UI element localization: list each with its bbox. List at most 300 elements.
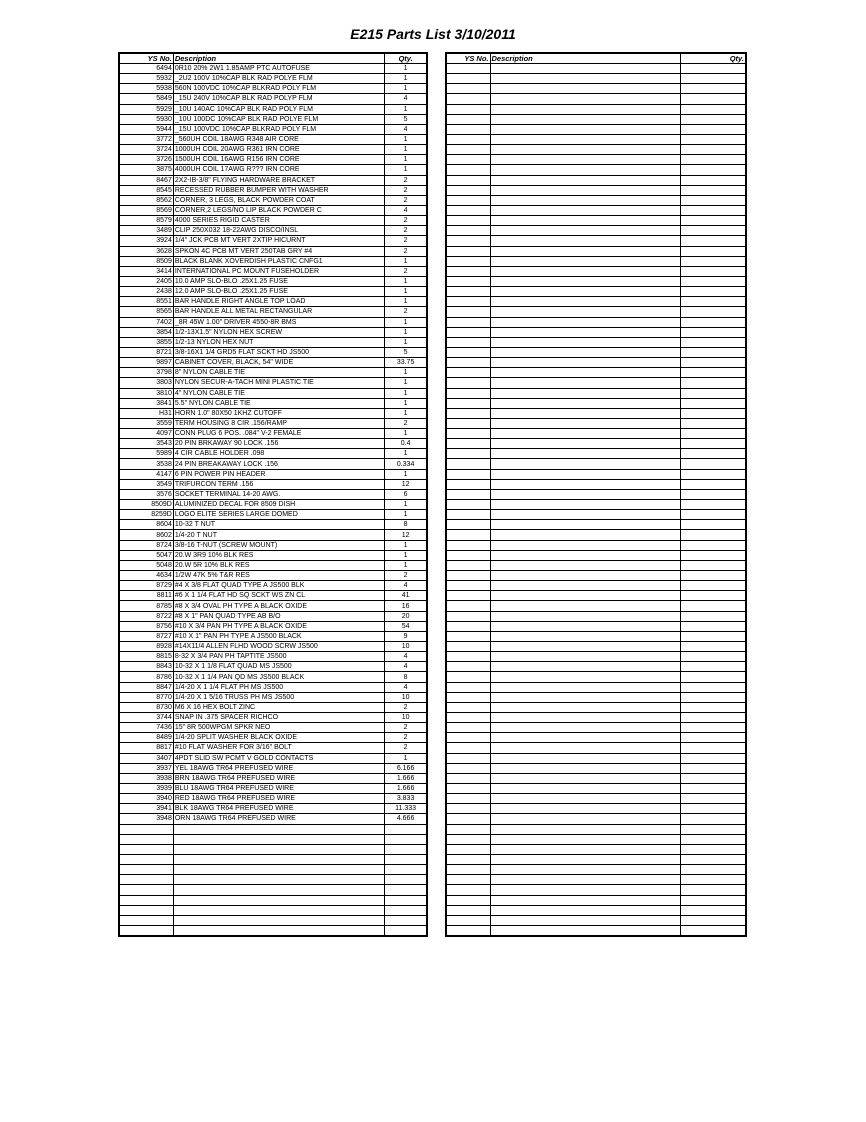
empty-table-row <box>446 155 746 165</box>
qty-cell <box>680 925 746 936</box>
ys-no-cell: 8565 <box>119 307 173 317</box>
ys-no-cell <box>446 104 490 114</box>
table-row <box>119 794 427 804</box>
ys-no-cell <box>446 713 490 723</box>
ys-no-cell: 3407 <box>119 753 173 763</box>
description-cell: BLU 18AWG TR64 PREFUSED WIRE <box>173 783 384 793</box>
qty-cell: 8 <box>385 672 427 682</box>
empty-table-row <box>446 773 746 783</box>
ys-no-cell <box>446 124 490 134</box>
table-row <box>119 489 427 499</box>
ys-no-cell <box>446 682 490 692</box>
description-cell <box>490 429 680 439</box>
description-cell <box>490 895 680 905</box>
ys-no-cell <box>446 905 490 915</box>
description-cell: LOGO ELITE SERIES LARGE DOMED <box>173 510 384 520</box>
qty-cell: 1 <box>385 145 427 155</box>
empty-table-row <box>446 885 746 895</box>
qty-cell: 3.833 <box>385 794 427 804</box>
description-cell <box>490 763 680 773</box>
empty-table-row <box>119 885 427 895</box>
qty-cell <box>680 307 746 317</box>
qty-cell: 1 <box>385 398 427 408</box>
table-row <box>119 469 427 479</box>
ys-no-cell <box>446 155 490 165</box>
description-cell <box>490 439 680 449</box>
qty-cell <box>680 885 746 895</box>
description-cell <box>490 773 680 783</box>
qty-cell <box>680 713 746 723</box>
description-cell: _15U 100VDC 10%CAP BLKRAD POLY FLM <box>173 124 384 134</box>
description-cell: ALUMINIZED DECAL FOR 8509 DISH <box>173 500 384 510</box>
ys-no-cell <box>446 418 490 428</box>
ys-no-cell: 3939 <box>119 783 173 793</box>
qty-cell <box>680 621 746 631</box>
qty-cell: 12 <box>385 530 427 540</box>
table-row <box>119 530 427 540</box>
description-cell: 6 PIN POWER PIN HEADER <box>173 469 384 479</box>
empty-table-row <box>446 824 746 834</box>
description-cell: #8 X 3/4 OVAL PH TYPE A BLACK OXIDE <box>173 601 384 611</box>
description-cell: #8 X 1" PAN QUAD TYPE AB B/O <box>173 611 384 621</box>
empty-table-row <box>119 854 427 864</box>
table-header-row <box>446 53 746 64</box>
empty-table-row <box>446 449 746 459</box>
description-cell: 10.0 AMP SLO-BLO .25X1.25 FUSE <box>173 276 384 286</box>
empty-table-row <box>119 865 427 875</box>
description-cell <box>490 155 680 165</box>
ys-no-cell <box>119 905 173 915</box>
description-cell <box>490 134 680 144</box>
qty-cell <box>680 763 746 773</box>
empty-table-row <box>446 540 746 550</box>
ys-no-cell <box>446 347 490 357</box>
empty-table-row <box>446 611 746 621</box>
ys-no-cell <box>119 854 173 864</box>
qty-cell <box>680 134 746 144</box>
qty-cell <box>680 276 746 286</box>
qty-cell: 0.334 <box>385 459 427 469</box>
table-row <box>119 155 427 165</box>
qty-cell <box>680 489 746 499</box>
description-cell: 1/4-20 X 1 5/16 TRUSS PH MS JS500 <box>173 692 384 702</box>
qty-cell <box>680 652 746 662</box>
qty-cell <box>385 875 427 885</box>
ys-no-cell <box>446 287 490 297</box>
ys-no-cell: 8817 <box>119 743 173 753</box>
ys-no-cell <box>446 327 490 337</box>
description-cell <box>490 398 680 408</box>
empty-table-row <box>446 327 746 337</box>
ys-no-cell: 3938 <box>119 773 173 783</box>
table-row <box>119 287 427 297</box>
qty-cell: 2 <box>385 175 427 185</box>
ys-no-cell <box>446 571 490 581</box>
description-cell: #4 X 3/8 FLAT QUAD TYPE A JS500 BLK <box>173 581 384 591</box>
qty-cell <box>680 591 746 601</box>
qty-cell <box>385 925 427 936</box>
description-cell <box>173 844 384 854</box>
empty-table-row <box>446 550 746 560</box>
ys-no-cell <box>446 601 490 611</box>
qty-cell: 1 <box>385 753 427 763</box>
empty-table-row <box>446 226 746 236</box>
qty-cell <box>680 64 746 74</box>
table-row <box>119 743 427 753</box>
ys-no-cell <box>446 692 490 702</box>
description-cell: RED 18AWG TR64 PREFUSED WIRE <box>173 794 384 804</box>
table-row <box>119 631 427 641</box>
ys-no-cell <box>119 915 173 925</box>
qty-cell <box>680 449 746 459</box>
ys-no-cell: 5047 <box>119 550 173 560</box>
description-cell: 1/4-20 T NUT <box>173 530 384 540</box>
description-cell <box>490 337 680 347</box>
qty-cell: 1 <box>385 540 427 550</box>
qty-cell <box>680 530 746 540</box>
description-cell: CORNER,2 LEGS/NO LIP BLACK POWDER C <box>173 205 384 215</box>
ys-no-cell <box>446 834 490 844</box>
description-cell: #6 X 1 1/4 FLAT HD SQ SCKT WS ZN CL <box>173 591 384 601</box>
empty-table-row <box>446 581 746 591</box>
qty-cell: 1 <box>385 256 427 266</box>
empty-table-row <box>446 925 746 936</box>
description-cell <box>490 540 680 550</box>
qty-cell <box>385 885 427 895</box>
ys-no-cell <box>446 662 490 672</box>
description-cell <box>490 571 680 581</box>
ys-no-cell: 3937 <box>119 763 173 773</box>
qty-cell <box>680 783 746 793</box>
ys-no-cell: 8467 <box>119 175 173 185</box>
description-cell <box>490 459 680 469</box>
description-cell <box>490 925 680 936</box>
qty-cell: 1 <box>385 429 427 439</box>
empty-table-row <box>446 652 746 662</box>
qty-cell: 4 <box>385 94 427 104</box>
description-cell <box>490 469 680 479</box>
description-cell: BRN 18AWG TR64 PREFUSED WIRE <box>173 773 384 783</box>
qty-cell <box>680 84 746 94</box>
ys-no-cell: 3414 <box>119 266 173 276</box>
ys-no-cell <box>446 469 490 479</box>
description-cell: BLK 18AWG TR64 PREFUSED WIRE <box>173 804 384 814</box>
ys-no-cell <box>446 591 490 601</box>
description-cell: 4" NYLON CABLE TIE <box>173 388 384 398</box>
description-cell <box>490 510 680 520</box>
empty-table-row <box>446 84 746 94</box>
description-cell <box>173 824 384 834</box>
table-row <box>119 449 427 459</box>
qty-cell <box>680 216 746 226</box>
qty-cell <box>385 824 427 834</box>
qty-cell: 1 <box>385 510 427 520</box>
empty-table-row <box>446 287 746 297</box>
description-cell <box>490 317 680 327</box>
table-row <box>119 429 427 439</box>
qty-cell: 4 <box>385 124 427 134</box>
qty-cell <box>680 347 746 357</box>
empty-table-row <box>446 733 746 743</box>
qty-cell: 2 <box>385 702 427 712</box>
empty-table-row <box>446 915 746 925</box>
description-cell <box>490 753 680 763</box>
qty-cell: 1 <box>385 64 427 74</box>
ys-no-cell <box>446 702 490 712</box>
ys-no-cell <box>446 895 490 905</box>
qty-cell: 4.666 <box>385 814 427 824</box>
table-row <box>119 94 427 104</box>
ys-no-cell <box>446 388 490 398</box>
description-cell <box>490 449 680 459</box>
table-row <box>119 205 427 215</box>
table-row <box>119 783 427 793</box>
description-cell <box>490 672 680 682</box>
qty-cell <box>680 246 746 256</box>
qty-cell: 10 <box>385 713 427 723</box>
qty-cell <box>680 337 746 347</box>
ys-no-cell: 3803 <box>119 378 173 388</box>
qty-cell <box>680 205 746 215</box>
ys-no-cell <box>446 205 490 215</box>
description-cell: 20 PIN BRKAWAY 90 LOCK .156 <box>173 439 384 449</box>
qty-cell <box>680 672 746 682</box>
qty-cell <box>680 500 746 510</box>
empty-table-row <box>446 205 746 215</box>
qty-cell <box>680 560 746 570</box>
qty-cell: 1 <box>385 500 427 510</box>
qty-cell <box>680 378 746 388</box>
ys-no-cell <box>446 753 490 763</box>
ys-no-cell: 5048 <box>119 560 173 570</box>
qty-cell <box>680 459 746 469</box>
ys-no-cell <box>446 550 490 560</box>
ys-no-cell: 5944 <box>119 124 173 134</box>
empty-table-row <box>446 418 746 428</box>
parts-table-right <box>445 52 747 937</box>
qty-cell <box>680 256 746 266</box>
description-cell: SOCKET TERMINAL 14-20 AWG. <box>173 489 384 499</box>
description-cell: 15" 8R 500WPGM SPKR NEO <box>173 723 384 733</box>
qty-cell: 1 <box>385 276 427 286</box>
ys-no-cell: 3489 <box>119 226 173 236</box>
table-row <box>119 388 427 398</box>
qty-cell <box>680 865 746 875</box>
qty-cell: 4 <box>385 662 427 672</box>
table-row <box>119 74 427 84</box>
table-row <box>119 368 427 378</box>
ys-no-cell <box>446 378 490 388</box>
ys-no-cell <box>446 317 490 327</box>
ys-no-cell <box>446 520 490 530</box>
ys-no-cell: 8843 <box>119 662 173 672</box>
description-cell: 24 PIN BREAKAWAY LOCK .156 <box>173 459 384 469</box>
qty-cell: 1 <box>385 165 427 175</box>
qty-cell <box>680 368 746 378</box>
ys-no-cell <box>446 510 490 520</box>
ys-no-cell <box>119 925 173 936</box>
ys-no-cell: 3576 <box>119 489 173 499</box>
ys-no-cell: 2438 <box>119 287 173 297</box>
qty-cell <box>680 388 746 398</box>
qty-cell <box>680 408 746 418</box>
qty-cell: 6 <box>385 489 427 499</box>
table-row <box>119 682 427 692</box>
description-cell <box>173 834 384 844</box>
ys-no-cell: 3841 <box>119 398 173 408</box>
qty-cell: 1.666 <box>385 783 427 793</box>
ys-no-cell: 3559 <box>119 418 173 428</box>
ys-no-cell: 3744 <box>119 713 173 723</box>
ys-no-cell <box>446 672 490 682</box>
ys-no-cell: 3941 <box>119 804 173 814</box>
table-row <box>119 408 427 418</box>
table-row <box>119 652 427 662</box>
description-cell: 20.W 5R 10% BLK RES <box>173 560 384 570</box>
empty-table-row <box>446 216 746 226</box>
qty-cell <box>680 124 746 134</box>
table-row <box>119 256 427 266</box>
ys-no-cell: 8604 <box>119 520 173 530</box>
qty-cell <box>680 226 746 236</box>
qty-cell: 1 <box>385 317 427 327</box>
qty-cell <box>680 733 746 743</box>
ys-no-cell <box>119 865 173 875</box>
ys-no-cell <box>446 145 490 155</box>
description-cell <box>490 408 680 418</box>
description-cell <box>490 185 680 195</box>
empty-table-row <box>446 875 746 885</box>
qty-cell: 1 <box>385 408 427 418</box>
description-cell: 8-32 X 3/4 PAN PH TAPTITE JS500 <box>173 652 384 662</box>
empty-table-row <box>119 925 427 936</box>
qty-cell: 2 <box>385 226 427 236</box>
ys-no-cell <box>446 854 490 864</box>
description-cell <box>490 713 680 723</box>
ys-no-cell: 8811 <box>119 591 173 601</box>
description-cell <box>490 145 680 155</box>
description-cell: 20.W 3R9 10% BLK RES <box>173 550 384 560</box>
description-cell <box>490 794 680 804</box>
qty-cell <box>385 854 427 864</box>
ys-no-cell <box>119 844 173 854</box>
ys-no-cell <box>446 74 490 84</box>
description-cell <box>490 165 680 175</box>
qty-cell <box>680 429 746 439</box>
description-cell <box>490 854 680 864</box>
description-cell: ORN 18AWG TR64 PREFUSED WIRE <box>173 814 384 824</box>
ys-no-cell <box>446 398 490 408</box>
ys-no-cell <box>446 733 490 743</box>
ys-no-cell: 8579 <box>119 216 173 226</box>
ys-no-cell <box>446 439 490 449</box>
description-cell <box>490 560 680 570</box>
qty-cell: 1 <box>385 388 427 398</box>
qty-cell: 8 <box>385 520 427 530</box>
ys-no-cell: 3855 <box>119 337 173 347</box>
description-cell: CONN PLUG 6 POS. .084" V-2 FEMALE <box>173 429 384 439</box>
empty-table-row <box>446 124 746 134</box>
ys-no-cell: 3724 <box>119 145 173 155</box>
empty-table-row <box>446 489 746 499</box>
ys-no-cell <box>446 307 490 317</box>
qty-cell <box>680 469 746 479</box>
qty-cell: 2 <box>385 723 427 733</box>
table-row <box>119 307 427 317</box>
empty-table-row <box>446 713 746 723</box>
description-cell <box>490 489 680 499</box>
ys-no-cell <box>446 175 490 185</box>
ys-no-cell <box>446 875 490 885</box>
ys-no-cell: 3810 <box>119 388 173 398</box>
empty-table-row <box>446 388 746 398</box>
description-cell: 10-32 X 1 1/8 FLAT QUAD MS JS500 <box>173 662 384 672</box>
ys-no-cell <box>446 652 490 662</box>
empty-table-row <box>446 743 746 753</box>
empty-table-row <box>446 469 746 479</box>
table-row <box>119 804 427 814</box>
empty-table-row <box>446 794 746 804</box>
empty-table-row <box>119 844 427 854</box>
qty-cell <box>680 611 746 621</box>
qty-cell <box>385 905 427 915</box>
description-cell: BAR HANDLE ALL METAL RECTANGULAR <box>173 307 384 317</box>
empty-table-row <box>446 408 746 418</box>
empty-table-row <box>446 591 746 601</box>
ys-no-cell <box>446 804 490 814</box>
qty-cell: 1 <box>385 378 427 388</box>
empty-table-row <box>446 500 746 510</box>
description-cell <box>173 905 384 915</box>
table-row <box>119 84 427 94</box>
empty-table-row <box>446 347 746 357</box>
qty-cell <box>680 104 746 114</box>
description-cell <box>490 479 680 489</box>
ys-no-cell <box>446 773 490 783</box>
ys-no-cell: 8724 <box>119 540 173 550</box>
empty-table-row <box>446 804 746 814</box>
qty-cell: 10 <box>385 692 427 702</box>
description-cell: #10 X 3/4 PAN PH TYPE A BLACK OXIDE <box>173 621 384 631</box>
description-cell: 4 CIR CABLE HOLDER .098 <box>173 449 384 459</box>
qty-cell: 6.166 <box>385 763 427 773</box>
qty-cell <box>680 510 746 520</box>
empty-table-row <box>446 246 746 256</box>
ys-no-cell <box>446 429 490 439</box>
empty-table-row <box>446 844 746 854</box>
qty-cell: 2 <box>385 236 427 246</box>
ys-no-cell: 8551 <box>119 297 173 307</box>
empty-table-row <box>446 134 746 144</box>
description-cell <box>490 652 680 662</box>
empty-table-row <box>446 337 746 347</box>
ys-no-cell: 8786 <box>119 672 173 682</box>
description-cell <box>490 692 680 702</box>
table-row <box>119 510 427 520</box>
ys-no-cell: 2405 <box>119 276 173 286</box>
description-cell <box>490 104 680 114</box>
table-row <box>119 64 427 74</box>
description-cell: BAR HANDLE RIGHT ANGLE TOP LOAD <box>173 297 384 307</box>
ys-no-cell: 8722 <box>119 611 173 621</box>
ys-no-cell <box>119 824 173 834</box>
empty-table-row <box>446 530 746 540</box>
empty-table-row <box>446 145 746 155</box>
empty-table-row <box>446 104 746 114</box>
table-row <box>119 540 427 550</box>
qty-cell <box>385 865 427 875</box>
ys-no-cell <box>446 84 490 94</box>
